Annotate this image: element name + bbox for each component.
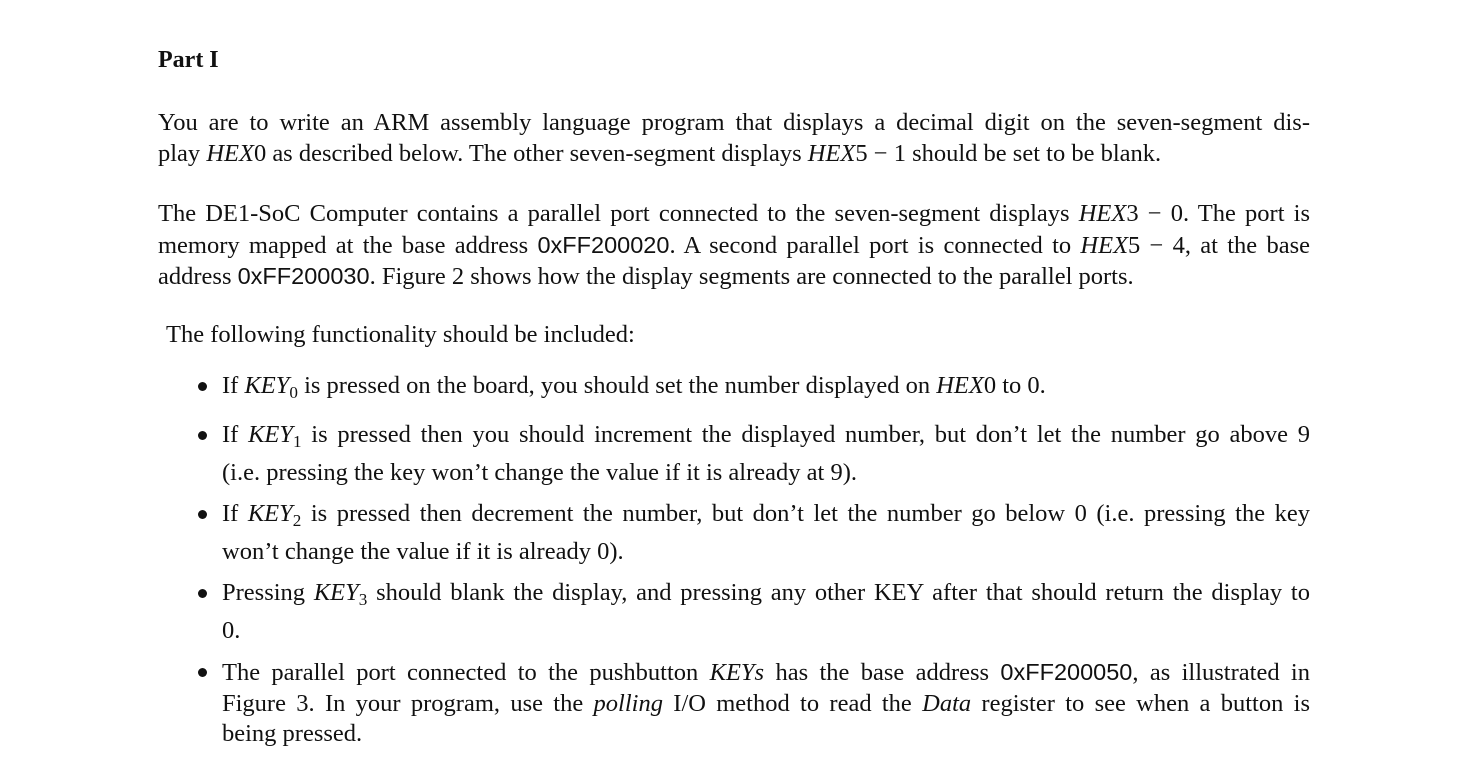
text-line: address 0xFF200030. Figure 2 shows how the display segments are connected to the parallel ports. (158, 263, 1134, 290)
bullet-icon (198, 431, 207, 440)
functionality-intro: The following functionality should be included: (166, 321, 635, 348)
address-code: 0xFF200030 (237, 263, 370, 289)
section-heading: Part I (158, 47, 219, 73)
bullet-icon (198, 589, 207, 598)
text-line: You are to write an ARM assembly language program that displays a decimal digit on the seven-segment dis- (158, 109, 1310, 136)
paragraph-task-description (158, 108, 1310, 169)
text-line: memory mapped at the base address 0xFF200020. A second parallel port is connected to HEX5 − 4, at the base (158, 231, 1310, 259)
text-line: The DE1-SoC Computer contains a parallel port connected to the seven-segment displays HEX3 − 0. The port is (158, 200, 1310, 227)
address-code: 0xFF200050 (1000, 659, 1133, 685)
bullet-icon (198, 510, 207, 519)
text-line: play HEX0 as described below. The other seven-segment displays HEX5 − 1 should be set to be blank. (158, 139, 1162, 167)
bullet-icon (198, 668, 207, 677)
bullet-icon (198, 382, 207, 391)
address-code: 0xFF200020 (537, 231, 670, 258)
paragraph-hardware-description (158, 199, 1310, 293)
